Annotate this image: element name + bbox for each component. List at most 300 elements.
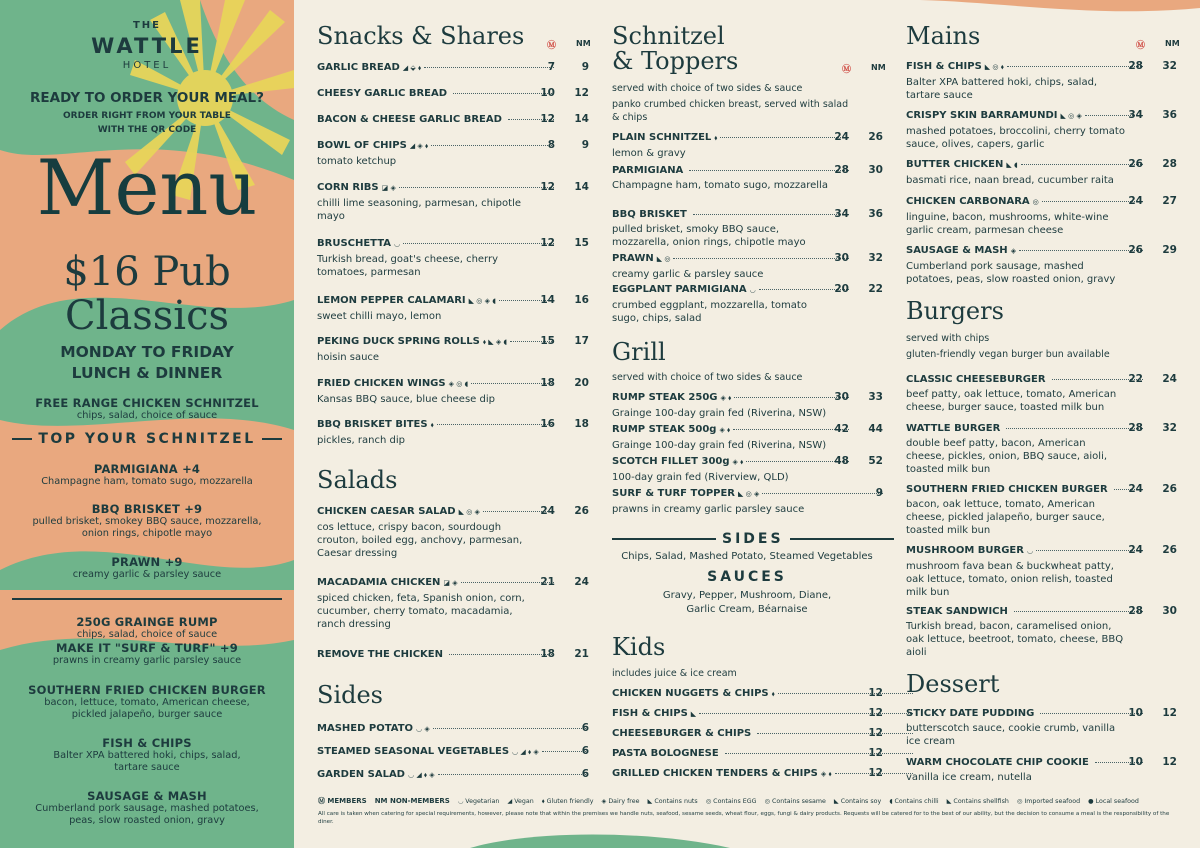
item-row <box>317 505 557 519</box>
item-desc: bacon, lettuce, tomato, American cheese, <box>44 697 250 708</box>
menu-item <box>906 195 1146 237</box>
item-name: PRAWN <box>612 253 654 264</box>
item-row <box>317 335 557 349</box>
item-row <box>906 422 1146 435</box>
section-schnitzel-title-2: & Toppers <box>612 47 739 75</box>
member-price: 18 <box>540 648 555 660</box>
item-desc: sweet chilli mayo, lemon <box>317 311 442 322</box>
legend-key: ◎ Imported seafood <box>1016 798 1081 805</box>
menu-item <box>317 576 557 631</box>
item-desc: Balter XPA battered hoki, chips, salad, tartare sauce <box>906 77 1098 101</box>
topping-bbq-brisket <box>0 502 294 540</box>
sides-text: Chips, Salad, Mashed Potato, Steamed Vegetables <box>621 551 873 562</box>
dietary-legend <box>318 797 1178 806</box>
member-price: 24 <box>540 505 555 517</box>
item-desc: Balter XPA battered hoki, chips, salad, <box>53 750 241 761</box>
member-price: 30 <box>834 391 849 403</box>
dietary-icons: ◈ ⬧ <box>720 394 732 402</box>
item-name: CHEESEBURGER & CHIPS <box>612 728 752 739</box>
non-member-price: 16 <box>574 294 589 306</box>
top-your-schnitzel-heading <box>12 431 282 447</box>
leader-dots <box>399 187 554 188</box>
sauces-text <box>612 589 882 617</box>
dietary-icons: ◈ ◎ ◖ <box>448 380 469 388</box>
item-title: MAKE IT "SURF & TURF" +9 <box>56 641 238 655</box>
non-member-price: 6 <box>581 745 589 757</box>
member-price: 26 <box>1128 244 1143 256</box>
menu-item <box>612 487 886 516</box>
item-title: PRAWN +9 <box>111 555 183 569</box>
item-name: BACON & CHEESE GARLIC BREAD <box>317 114 502 125</box>
non-member-price: 6 <box>581 768 589 780</box>
item-desc: basmati rice, naan bread, cucumber raita <box>906 175 1114 186</box>
dietary-icons: ⬧ <box>714 134 718 142</box>
legend-non-members: NM NON-MEMBERS <box>374 797 450 805</box>
item-desc: Turkish bread, bacon, caramelised onion, oak lettuce, beetroot, tomato, cheese, BBQ aioli <box>906 621 1124 658</box>
brand-hotel: HOTEL <box>122 60 172 71</box>
menu-item <box>612 455 852 484</box>
item-desc: hoisin sauce <box>317 352 380 363</box>
item-name: SOUTHERN FRIED CHICKEN BURGER <box>906 484 1108 495</box>
leader-dots <box>673 258 849 259</box>
non-member-price: 26 <box>1162 544 1177 556</box>
dietary-icons: ⬧ <box>771 690 775 698</box>
non-member-price: 20 <box>574 377 589 389</box>
members-header: Ⓜ <box>842 65 852 75</box>
item-name: SCOTCH FILLET 300g <box>612 456 730 467</box>
item-name: PEKING DUCK SPRING ROLLS <box>317 336 480 347</box>
non-member-price: 12 <box>868 747 883 759</box>
legend-key: ◖ Contains chilli <box>889 798 939 805</box>
member-price: 15 <box>540 335 555 347</box>
leader-dots <box>757 733 913 734</box>
menu-item <box>317 768 591 782</box>
item-row <box>906 244 1146 258</box>
non-member-price: 32 <box>868 252 883 264</box>
availability <box>0 342 294 384</box>
item-name: FRIED CHICKEN WINGS <box>317 378 446 389</box>
item-name: STEAK SANDWICH <box>906 606 1008 617</box>
member-price: 34 <box>834 208 849 220</box>
member-price: 10 <box>540 87 555 99</box>
item-row <box>906 373 1146 386</box>
section-dessert-title: Dessert <box>906 670 1000 698</box>
member-price: 28 <box>1128 60 1143 72</box>
member-price: 22 <box>1128 373 1143 385</box>
item-desc: butterscotch sauce, cookie crumb, vanilla ice cream <box>906 723 1116 747</box>
sides-banner <box>612 531 894 547</box>
non-member-price: 9 <box>581 61 589 73</box>
item-title: BBQ BRISKET +9 <box>91 502 203 516</box>
topping-parmigiana <box>0 462 294 488</box>
item-desc: mashed potatoes, broccolini, cherry tomato sauce, olives, capers, garlic <box>906 126 1125 150</box>
sauces-heading: SAUCES <box>707 569 787 585</box>
dietary-icons: ◪ ◈ <box>443 579 458 587</box>
item-row <box>612 252 852 266</box>
leader-dots <box>433 728 588 729</box>
member-price: 30 <box>834 252 849 264</box>
sauces-text-line1: Gravy, Pepper, Mushroom, Diane, <box>662 590 832 601</box>
legend-key: ◣ Contains nuts <box>647 798 698 805</box>
non-member-price: 44 <box>868 423 883 435</box>
item-desc: Grainge 100-day grain fed (Riverina, NSW) <box>612 408 827 419</box>
item-name: MUSHROOM BURGER <box>906 545 1024 556</box>
section-schnitzel-title-1: Schnitzel <box>612 22 725 50</box>
item-name: BOWL OF CHIPS <box>317 140 407 151</box>
item-name: CORN RIBS <box>317 182 379 193</box>
member-price: 12 <box>540 181 555 193</box>
dietary-icons: ◡ ◢ ⬧ ◈ <box>512 748 539 756</box>
item-row <box>612 487 886 501</box>
item-desc: Cumberland pork sausage, mashed potatoes, peas, slow roasted onion, gravy <box>906 261 1116 285</box>
item-name: CHEESY GARLIC BREAD <box>317 88 448 99</box>
item-row <box>612 283 852 297</box>
dietary-icons: ⬧ ◣ ◈ ◖ <box>482 338 508 346</box>
non-member-price: 29 <box>1162 244 1177 256</box>
non-member-price: 26 <box>868 131 883 143</box>
menu-item <box>317 648 557 661</box>
free-range-schnitzel <box>0 396 294 422</box>
non-member-price: 28 <box>1162 158 1177 170</box>
non-member-price: 12 <box>868 727 883 739</box>
non-member-price: 12 <box>1162 756 1177 768</box>
menu-item <box>906 244 1146 286</box>
item-title: 250G GRAINGE RUMP <box>76 615 218 629</box>
item-desc: prawns in creamy garlic parsley sauce <box>52 655 242 666</box>
member-price: 42 <box>834 423 849 435</box>
non-member-price: 24 <box>574 576 589 588</box>
decor-top-blob <box>900 0 1200 20</box>
member-price: 8 <box>547 139 555 151</box>
menu-item <box>612 391 852 420</box>
menu-item <box>612 252 852 281</box>
section-sides-title: Sides <box>317 681 383 709</box>
dietary-icons: ◢ ◈ ⬧ <box>409 142 429 150</box>
members-header: Ⓜ <box>1136 41 1146 51</box>
item-desc: Turkish bread, goat's cheese, cherry tomatoes, parmesan <box>317 254 499 278</box>
dietary-icons: ◣ ◎ ◈ ◖ <box>468 297 496 305</box>
burgers-note-1: served with chips <box>906 333 990 344</box>
non-members-header: NM <box>871 63 886 72</box>
legend-key: ◢ Vegan <box>507 798 534 805</box>
panel-divider <box>12 598 282 600</box>
member-price: 18 <box>540 377 555 389</box>
item-row <box>612 423 852 437</box>
sauces-text-line2: Garlic Cream, Béarnaise <box>686 604 808 615</box>
member-price: 28 <box>834 164 849 176</box>
member-price: 14 <box>540 294 555 306</box>
legend-key: ● Local seafood <box>1088 798 1139 805</box>
item-row <box>906 109 1146 123</box>
item-name: GRILLED CHICKEN TENDERS & CHIPS <box>612 768 818 779</box>
item-desc: prawns in creamy garlic parsley sauce <box>612 504 805 515</box>
dietary-icons: ◢ ⬙ ⬧ <box>402 64 422 72</box>
item-row <box>906 158 1146 172</box>
item-row <box>906 544 1146 558</box>
item-name: GARLIC BREAD <box>317 62 400 73</box>
item-row <box>612 391 852 405</box>
section-burgers-title: Burgers <box>906 297 1004 325</box>
legend-key: ◡ Vegetarian <box>457 798 500 805</box>
item-name: CHICKEN CAESAR SALAD <box>317 506 456 517</box>
item-row <box>906 60 1146 74</box>
item-name: PLAIN SCHNITZEL <box>612 132 712 143</box>
non-member-price: 18 <box>574 418 589 430</box>
dietary-icons: ◎ <box>1032 198 1039 206</box>
item-title: SOUTHERN FRIED CHICKEN BURGER <box>28 683 266 697</box>
item-row <box>317 418 557 432</box>
menu-item <box>612 208 852 249</box>
leader-dots <box>689 170 849 171</box>
dietary-icons: ◡ ◢ ⬧ ◈ <box>407 771 435 779</box>
member-price: 24 <box>1128 195 1143 207</box>
item-name: MACADAMIA CHICKEN <box>317 577 441 588</box>
item-desc: 100-day grain fed (Riverview, QLD) <box>612 472 789 483</box>
item-row <box>612 164 852 177</box>
item-desc: cos lettuce, crispy bacon, sourdough crouton, boiled egg, anchovy, parmesan, Caesar dressing <box>317 522 523 559</box>
non-member-price: 30 <box>868 164 883 176</box>
non-member-price: 12 <box>868 707 883 719</box>
availability-days: MONDAY TO FRIDAY <box>60 343 234 361</box>
menu-item <box>317 237 557 279</box>
non-member-price: 32 <box>1162 60 1177 72</box>
menu-item <box>317 505 557 560</box>
leader-dots <box>693 214 849 215</box>
ready-sub <box>0 109 294 137</box>
member-price: 24 <box>834 131 849 143</box>
item-name: MASHED POTATO <box>317 723 414 734</box>
item-title: PARMIGIANA +4 <box>93 462 201 476</box>
non-member-price: 26 <box>574 505 589 517</box>
item-title: FISH & CHIPS <box>102 736 192 750</box>
menu-item <box>317 113 557 126</box>
menu-heading: Menu <box>36 143 258 232</box>
item-name: STEAMED SEASONAL VEGETABLES <box>317 746 510 757</box>
item-row <box>906 756 1146 769</box>
dietary-icons: ◈ ⬧ <box>732 458 744 466</box>
item-row <box>906 707 1146 720</box>
non-member-price: 14 <box>574 181 589 193</box>
member-price: 24 <box>1128 544 1143 556</box>
decor-bottom-blob <box>470 830 730 848</box>
dietary-icons: ◣ ◖ <box>1006 161 1018 169</box>
item-desc: tomato ketchup <box>317 156 397 167</box>
menu-item <box>906 707 1146 748</box>
menu-item <box>906 756 1146 784</box>
non-member-price: 12 <box>868 767 883 779</box>
item-desc: Grainge 100-day grain fed (Riverina, NSW) <box>612 440 827 451</box>
menu-item <box>317 745 591 759</box>
item-row <box>317 768 591 782</box>
non-member-price: 27 <box>1162 195 1177 207</box>
item-row <box>317 745 591 759</box>
item-name: CLASSIC CHEESEBURGER <box>906 374 1046 385</box>
item-row <box>317 139 557 153</box>
item-name: RUMP STEAK 500g <box>612 424 717 435</box>
legend-key: ⬧ Gluten friendly <box>541 798 594 805</box>
item-desc: creamy garlic & parsley sauce <box>72 569 222 580</box>
menu-item <box>906 158 1146 187</box>
section-grill-title: Grill <box>612 338 666 366</box>
non-members-header: NM <box>1165 39 1180 48</box>
item-name: LEMON PEPPER CALAMARI <box>317 295 466 306</box>
item-row <box>906 195 1146 209</box>
non-member-price: 24 <box>1162 373 1177 385</box>
legend-key: ◣ Contains soy <box>833 798 882 805</box>
non-member-price: 52 <box>868 455 883 467</box>
sausage-and-mash-classic <box>0 789 294 827</box>
brand-the: THE <box>132 20 162 31</box>
item-desc: spiced chicken, feta, Spanish onion, corn, cucumber, cherry tomato, macadamia, ranch dressing <box>317 593 525 630</box>
dietary-icons: ◣ ◎ ◈ <box>1060 112 1082 120</box>
dietary-icons: ◈ ⬧ <box>820 770 832 778</box>
item-desc: pulled brisket, smoky BBQ sauce, mozzarella, onion rings, chipotle mayo <box>612 224 806 248</box>
menu-item <box>612 164 852 192</box>
non-member-price: 21 <box>574 648 589 660</box>
dietary-icons: ◪ ◈ <box>381 184 396 192</box>
item-desc: creamy garlic & parsley sauce <box>612 269 764 280</box>
item-row <box>317 294 557 308</box>
grainge-rump <box>0 615 294 667</box>
brand-wattle: WATTLE <box>91 34 203 58</box>
non-member-price: 32 <box>1162 422 1177 434</box>
item-desc: Cumberland pork sausage, mashed potatoes, <box>35 803 259 814</box>
menu-item <box>906 373 1146 414</box>
non-member-price: 12 <box>1162 707 1177 719</box>
item-name: CRISPY SKIN BARRAMUNDI <box>906 110 1058 121</box>
non-member-price: 26 <box>1162 483 1177 495</box>
pub-classics-price: $16 Pub <box>63 249 231 295</box>
item-name: EGGPLANT PARMIGIANA <box>612 284 747 295</box>
allergen-disclaimer: All care is taken when catering for special requirements, however, please note that within the premises we handle nuts, seafood, sesame seeds, wheat flour, eggs, fungi & dairy products. Requests will be catered for to the best of our ability, but the decision to consume a meal is the responsibility of the diner. <box>318 811 1170 825</box>
non-member-price: 15 <box>574 237 589 249</box>
item-name: BRUSCHETTA <box>317 238 392 249</box>
menu-item <box>317 87 557 100</box>
item-name: WATTLE BURGER <box>906 423 1001 434</box>
legend-key: ◣ Contains shellfish <box>946 798 1009 805</box>
item-name: FISH & CHIPS <box>612 708 688 719</box>
legend-key: ◎ Contains sesame <box>764 798 826 805</box>
menu-item <box>317 294 557 323</box>
item-name: BBQ BRISKET BITES <box>317 419 428 430</box>
section-mains-title: Mains <box>906 22 981 50</box>
members-header: Ⓜ <box>547 41 557 51</box>
schnitzel-note-1: served with choice of two sides & sauce <box>612 83 803 94</box>
item-desc: linguine, bacon, mushrooms, white-wine garlic cream, parmesan cheese <box>906 212 1109 236</box>
item-name: SURF & TURF TOPPER <box>612 488 736 499</box>
non-member-price: 22 <box>868 283 883 295</box>
non-member-price: 17 <box>574 335 589 347</box>
item-desc: tartare sauce <box>114 762 180 773</box>
sides-banner-text: SIDES <box>722 531 784 547</box>
dietary-icons: ◣ <box>690 710 697 718</box>
member-price: 28 <box>1128 605 1143 617</box>
item-row <box>317 181 557 195</box>
grill-note: served with choice of two sides & sauce <box>612 372 803 383</box>
menu-item <box>906 544 1146 599</box>
dietary-icons: ◡ <box>749 286 756 294</box>
item-desc: crumbed eggplant, mozzarella, tomato sugo, chips, salad <box>612 300 807 324</box>
item-desc: chips, salad, choice of sauce <box>76 629 218 640</box>
menu-item <box>906 605 1146 659</box>
item-name: REMOVE THE CHICKEN <box>317 649 443 660</box>
dietary-icons: ◡ <box>1026 547 1034 555</box>
item-desc: Kansas BBQ sauce, blue cheese dip <box>317 394 495 405</box>
availability-times: LUNCH & DINNER <box>71 364 223 382</box>
item-row <box>906 483 1146 496</box>
member-price: 21 <box>540 576 555 588</box>
item-desc: lemon & gravy <box>612 148 686 159</box>
item-row <box>317 61 557 75</box>
menu-item <box>906 483 1146 537</box>
item-name: SAUSAGE & MASH <box>906 245 1008 256</box>
item-desc: onion rings, chipotle mayo <box>81 528 213 539</box>
member-price: 26 <box>1128 158 1143 170</box>
item-desc: vanilla ice cream, nutella <box>906 772 1032 783</box>
pub-classics-panel <box>0 0 294 848</box>
member-price: 34 <box>1128 109 1143 121</box>
section-kids-title: Kids <box>612 633 666 661</box>
ready-sub-line1: ORDER RIGHT FROM YOUR TABLE <box>63 111 231 121</box>
southern-fried-burger <box>0 683 294 721</box>
menu-item <box>317 377 557 406</box>
dietary-icons: ◣ ◎ ◈ <box>458 508 480 516</box>
item-desc: pickles, ranch dip <box>317 435 405 446</box>
member-price: 10 <box>1128 756 1143 768</box>
item-row <box>906 605 1146 618</box>
non-member-price: 14 <box>574 113 589 125</box>
item-desc: beef patty, oak lettuce, tomato, American cheese, burger sauce, toasted milk bun <box>906 389 1117 413</box>
leader-dots <box>778 693 913 694</box>
item-name: GARDEN SALAD <box>317 769 405 780</box>
kids-note: includes juice & ice cream <box>612 668 737 679</box>
member-price: 24 <box>1128 483 1143 495</box>
menu-item <box>317 335 557 364</box>
item-desc: bacon, oak lettuce, tomato, American cheese, pickled jalapeño, burger sauce, toasted milk bun <box>906 499 1105 536</box>
leader-dots <box>438 774 588 775</box>
item-name: PARMIGIANA <box>612 165 684 176</box>
item-row <box>612 131 852 145</box>
member-price: 28 <box>1128 422 1143 434</box>
menu-item <box>317 139 557 168</box>
non-member-price: 36 <box>1162 109 1177 121</box>
menu-item <box>317 722 591 736</box>
item-desc: peas, slow roasted onion, gravy <box>69 815 225 826</box>
dietary-icons: ⬧ <box>430 421 434 429</box>
non-member-price: 12 <box>868 687 883 699</box>
heading-text: TOP YOUR SCHNITZEL <box>38 431 256 447</box>
item-row <box>317 237 557 251</box>
dietary-icons: ◈ ⬧ <box>719 426 731 434</box>
item-title: FREE RANGE CHICKEN SCHNITZEL <box>35 396 259 410</box>
item-desc: pickled jalapeño, burger sauce <box>71 709 223 720</box>
item-name: FISH & CHIPS <box>906 61 982 72</box>
menu-item <box>612 283 852 325</box>
ready-sub-line2: WITH THE QR CODE <box>97 125 197 135</box>
legend-key: ◎ Contains EGG <box>705 798 757 805</box>
item-row <box>317 113 557 126</box>
menu-item <box>906 60 1146 102</box>
dietary-icons: ◣ ◎ ◈ <box>738 490 760 498</box>
member-price: 16 <box>540 418 555 430</box>
menu-item <box>317 418 557 447</box>
member-price: 12 <box>540 113 555 125</box>
legend-members: Ⓜ MEMBERS <box>318 797 367 805</box>
menu-item <box>317 61 557 75</box>
dietary-icons: ◈ <box>1010 247 1017 255</box>
member-price: 10 <box>1128 707 1143 719</box>
item-name: WARM CHOCOLATE CHIP COOKIE <box>906 757 1089 768</box>
